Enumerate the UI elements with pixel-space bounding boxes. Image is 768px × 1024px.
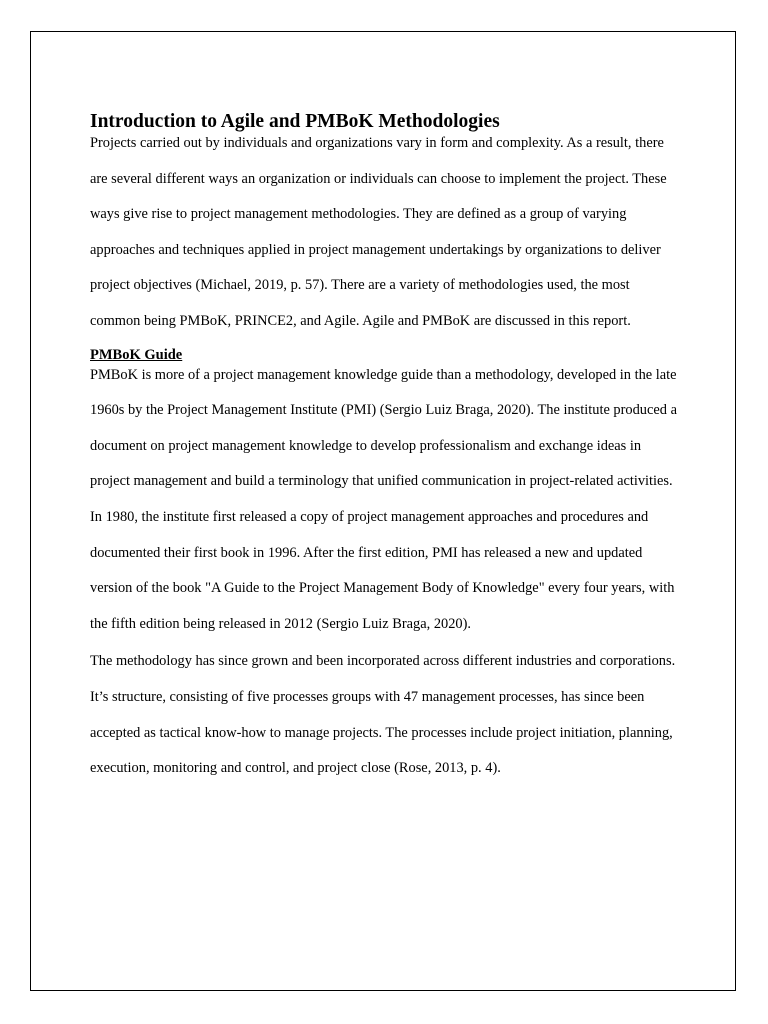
document-page	[30, 31, 736, 991]
section-heading-pmbok: PMBoK Guide	[90, 346, 183, 363]
document-body	[90, 110, 680, 787]
intro-paragraph: Projects carried out by individuals and organizations vary in form and complexity. As a result, there are several different ways an organization or individuals can choose to implement the project. These ways give rise to project management methodologies. They are defined as a group of varying approaches and techniques applied in project management undertakings by organizations to deliver project objectives (Michael, 2019, p. 57). There are a variety of methodologies used, the most common being PMBoK, PRINCE2, and Agile. Agile and PMBoK are discussed in this report.	[90, 135, 667, 329]
pmbok-paragraph-1: PMBoK is more of a project management knowledge guide than a methodology, developed in the late 1960s by the Project Management Institute (PMI) (Sergio Luiz Braga, 2020). The institute produced a document on project management knowledge to develop professionalism and exchange ideas in project management and build a terminology that unified communication in project-related activities. In 1980, the institute first released a copy of project management approaches and procedures and documented their first book in 1996. After the first edition, PMI has released a new and updated version of the book "A Guide to the Project Management Body of Knowledge" every four years, with the fifth edition being released in 2012 (Sergio Luiz Braga, 2020).	[90, 366, 677, 632]
document-title: Introduction to Agile and PMBoK Methodologies	[90, 111, 500, 132]
pmbok-paragraph-2: The methodology has since grown and been incorporated across different industries and corporations. It’s structure, consisting of five processes groups with 47 management processes, has since been accepted as tactical know-how to manage projects. The processes include project initiation, planning, execution, monitoring and control, and project close (Rose, 2013, p. 4).	[90, 653, 676, 777]
